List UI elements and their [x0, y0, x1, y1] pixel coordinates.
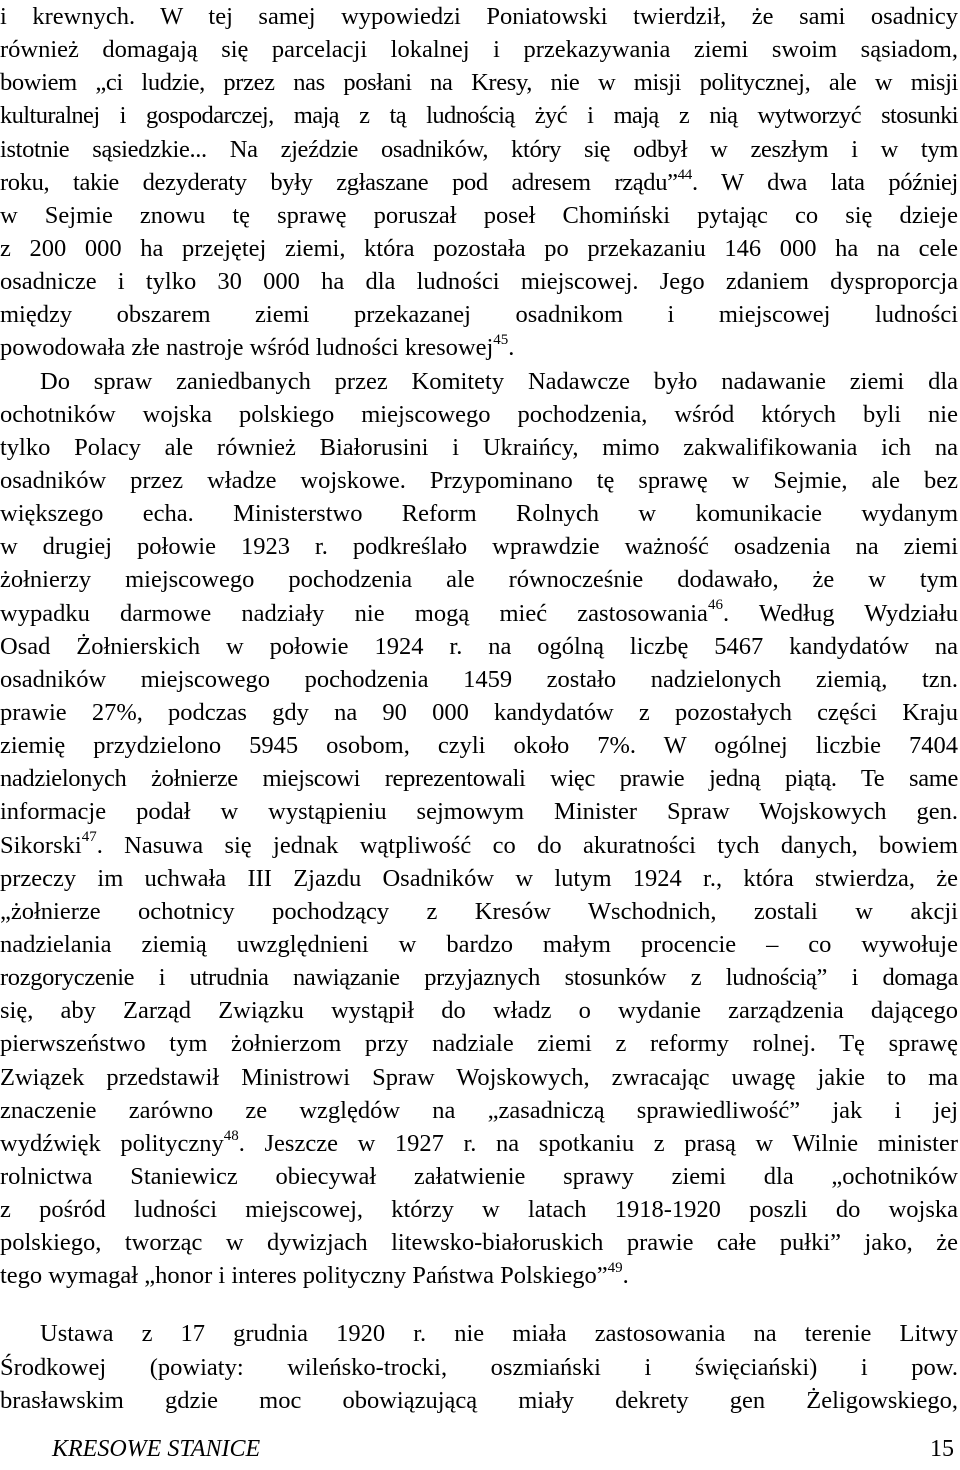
- text-line: [0, 1317, 958, 1350]
- text-line: [0, 928, 958, 961]
- text-line: [0, 1160, 958, 1193]
- text-line: [0, 1259, 958, 1292]
- text-line: [0, 365, 958, 398]
- paragraph-gap: [0, 1292, 958, 1317]
- text-line: [0, 166, 958, 199]
- line-text: znaczenie zarówno ze względów na „zasadniczą sprawiedliwość” jak i jej: [0, 1096, 958, 1124]
- text-line: [0, 961, 958, 994]
- text-line: [0, 497, 958, 530]
- text-line: [0, 331, 958, 364]
- line-text: brasławskim gdzie moc obowiązującą miały dekrety gen Żeligowskiego,: [0, 1386, 958, 1414]
- text-line: [0, 1027, 958, 1060]
- line-text-continued: . Jeszcze w 1927 r. na spotkaniu z prasą w Wilnie minister: [238, 1129, 958, 1157]
- text-line: [0, 232, 958, 265]
- line-text: między obszarem ziemi przekazanej osadnikom i miejscowej ludności: [0, 301, 958, 329]
- line-text: kulturalnej i gospodarczej, mają z tą ludnością żyć i mają z nią wytworzyć stosunki: [0, 102, 958, 130]
- page-number: 15: [930, 1436, 954, 1462]
- text-line: [0, 298, 958, 331]
- text-line: [0, 729, 958, 762]
- line-text: osadników miejscowego pochodzenia 1459 zostało nadzielonych ziemią, tzn.: [0, 665, 958, 693]
- line-text: tylko Polacy ale również Białorusini i Ukraińcy, mimo zakwalifikowania ich na: [0, 433, 958, 461]
- footnote-ref: 44: [677, 166, 692, 183]
- text-line: [0, 795, 958, 828]
- text-line: [0, 563, 958, 596]
- line-text: pierwszeństwo tym żołnierzom przy nadziale ziemi z reformy rolnej. Tę sprawę: [0, 1030, 958, 1058]
- text-line: [0, 33, 958, 66]
- text-line: [0, 265, 958, 298]
- line-text: polskiego, tworząc w dywizjach litewsko-białoruskich prawie całe pułki” jako, że: [0, 1229, 958, 1257]
- line-text: ziemię przydzielono 5945 osobom, czyli około 7%. W ogólnej liczbie 7404: [0, 732, 958, 760]
- text-line: [0, 895, 958, 928]
- footnote-ref: 48: [223, 1127, 239, 1144]
- text-line: [0, 199, 958, 232]
- text-line: [0, 464, 958, 497]
- text-line: [0, 762, 958, 795]
- text-line: [0, 1193, 958, 1226]
- text-line: [0, 1226, 958, 1259]
- line-text-continued: . Nasuwa się jednak wątpliwość co do akuratności tych danych, bowiem: [96, 831, 958, 859]
- line-text: roku, takie dezyderaty były zgłaszane pod adresem rządu”: [0, 168, 678, 196]
- footnote-ref: 45: [493, 332, 509, 349]
- line-text: istotnie sąsiedzkie... Na zjeździe osadników, który się odbył w zeszłym i w tym: [0, 135, 958, 163]
- page-footer: [52, 1436, 954, 1470]
- line-text: w drugiej połowie 1923 r. podkreślało wprawdzie ważność osadzenia na ziemi: [0, 533, 958, 561]
- footnote-ref: 46: [707, 597, 723, 614]
- text-line: [0, 663, 958, 696]
- text-line: [0, 994, 958, 1027]
- line-text: żołnierzy miejscowego pochodzenia ale równocześnie dodawało, że w tym: [0, 566, 958, 594]
- line-text: wydźwięk polityczny: [0, 1129, 224, 1157]
- line-text: rozgoryczenie i utrudnia nawiązanie przyjaznych stosunków z ludnością” i domaga: [0, 964, 958, 992]
- line-text: bowiem „ci ludzie, przez nas posłani na Kresy, nie w misji politycznej, ale w misji: [0, 69, 958, 97]
- footnote-ref: 49: [607, 1260, 623, 1277]
- line-text: „żołnierze ochotnicy pochodzący z Kresów Wschodnich, zostali w akcji: [0, 897, 958, 925]
- line-text: z 200 000 ha przejętej ziemi, która pozostała po przekazaniu 146 000 ha na cele: [0, 234, 958, 262]
- line-text: Środkowej (powiaty: wileńsko-trocki, oszmiański i święciański) i pow.: [0, 1353, 958, 1381]
- text-line: [0, 133, 958, 166]
- line-text: również domagają się parcelacji lokalnej i przekazywania ziemi swoim sąsiadom,: [0, 36, 958, 64]
- line-text: nadzielonych żołnierze miejscowi reprezentowali więc prawie jedną piątą. Te same: [0, 765, 958, 793]
- text-line: [0, 530, 958, 563]
- line-text: przeczy im uchwała III Zjazdu Osadników w lutym 1924 r., która stwierdza, że: [0, 864, 958, 892]
- line-text-continued: .: [622, 1262, 629, 1290]
- text-line: [0, 66, 958, 99]
- line-text: prawie 27%, podczas gdy na 90 000 kandydatów z pozostałych części Kraju: [0, 698, 958, 726]
- line-text: Do spraw zaniedbanych przez Komitety Nadawcze było nadawanie ziemi dla: [40, 367, 958, 395]
- paragraph-local-volunteers: [0, 365, 958, 1293]
- line-text: tego wymagał „honor i interes polityczny Państwa Polskiego”: [0, 1262, 608, 1290]
- text-line: [0, 829, 958, 862]
- text-line: [0, 0, 958, 33]
- line-text-continued: .: [508, 334, 515, 362]
- text-line: [0, 398, 958, 431]
- text-line: [0, 431, 958, 464]
- text-line: [0, 1061, 958, 1094]
- line-text: i krewnych. W tej samej wypowiedzi Poniatowski twierdził, że sami osadnicy: [0, 3, 958, 30]
- line-text: nadzielania ziemią uwzględnieni w bardzo małym procencie – co wywołuje: [0, 930, 958, 958]
- line-text: w Sejmie znowu tę sprawę poruszał poseł Chomiński pytając co się dzieje: [0, 201, 958, 229]
- line-text: osadników przez władze wojskowe. Przypominano tę sprawę w Sejmie, ale bez: [0, 466, 958, 494]
- line-text: Związek przedstawił Ministrowi Spraw Wojskowych, zwracając uwagę jakie to ma: [0, 1063, 958, 1091]
- text-line: [0, 862, 958, 895]
- paragraph-central-lithuania: [0, 1317, 958, 1416]
- line-text: Ustawa z 17 grudnia 1920 r. nie miała zastosowania na terenie Litwy: [40, 1320, 958, 1348]
- text-line: [0, 696, 958, 729]
- line-text: powodowała złe nastroje wśród ludności kresowej: [0, 334, 494, 362]
- line-text-continued: . W dwa lata później: [691, 168, 959, 196]
- line-text: rolnictwa Staniewicz obiecywał załatwienie sprawy ziemi dla „ochotników: [0, 1162, 958, 1190]
- text-line: [0, 630, 958, 663]
- footnote-ref: 47: [81, 829, 97, 846]
- line-text: ochotników wojska polskiego miejscowego pochodzenia, wśród których byli nie: [0, 400, 958, 428]
- line-text: z pośród ludności miejscowej, którzy w latach 1918-1920 poszli do wojska: [0, 1196, 958, 1224]
- running-title: KRESOWE STANICE: [52, 1436, 261, 1462]
- line-text: osadnicze i tylko 30 000 ha dla ludności miejscowej. Jego zdaniem dysproporcja: [0, 268, 958, 296]
- text-line: [0, 1094, 958, 1127]
- text-line: [0, 1127, 958, 1160]
- line-text: Osad Żołnierskich w połowie 1924 r. na ogólną liczbę 5467 kandydatów na: [0, 632, 958, 660]
- paragraph-settler-demands: [0, 0, 958, 365]
- line-text: Sikorski: [0, 831, 82, 859]
- line-text: większego echa. Ministerstwo Reform Rolnych w komunikacie wydanym: [0, 500, 958, 528]
- line-text-continued: . Według Wydziału: [722, 599, 958, 627]
- line-text: wypadku darmowe nadziały nie mogą mieć zastosowania: [0, 599, 708, 627]
- text-line: [0, 1351, 958, 1384]
- line-text: się, aby Zarząd Związku wystąpił do władz o wydanie zarządzenia dającego: [0, 997, 958, 1025]
- text-line: [0, 1384, 958, 1417]
- text-line: [0, 597, 958, 630]
- text-line: [0, 99, 958, 132]
- line-text: informacje podał w wystąpieniu sejmowym Minister Spraw Wojskowych gen.: [0, 798, 958, 826]
